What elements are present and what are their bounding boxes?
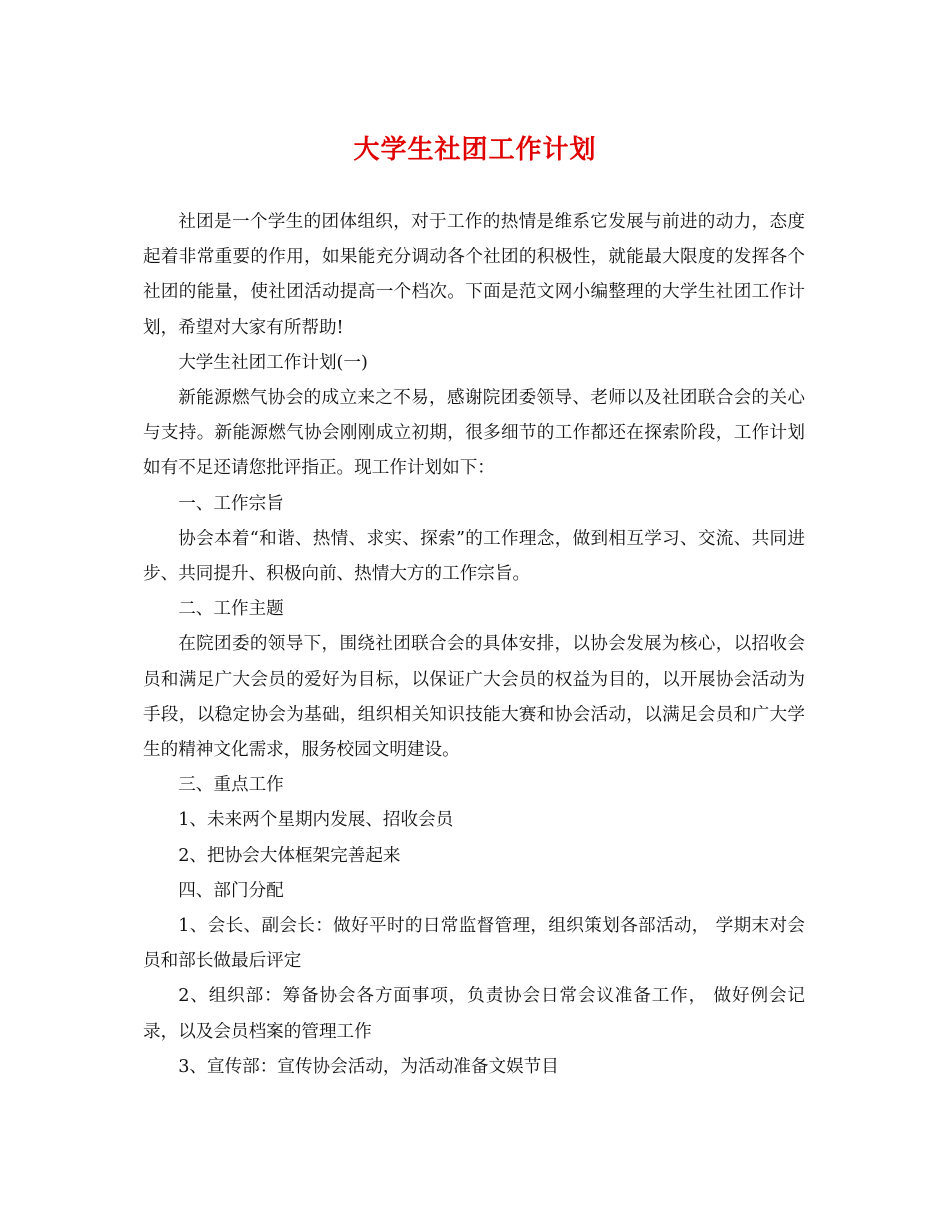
paragraph-purpose: 协会本着“和谐、热情、求实、探索”的工作理念，做到相互学习、交流、共同进步、共同提升、积极向前、热情大方的工作宗旨。 bbox=[143, 528, 805, 585]
list-item-key-work-2: 2、把协会大体框架完善起来 bbox=[178, 845, 401, 866]
list-item-key-work-1: 1、未来两个星期内发展、招收会员 bbox=[178, 810, 454, 831]
list-item-department-president: 1、会长、副会长：做好平时的日常监督管理，组织策划各部活动， 学期末对会员和部长做最后评定 bbox=[143, 916, 805, 972]
heading-purpose: 一、工作宗旨 bbox=[178, 493, 284, 514]
document-body bbox=[143, 205, 805, 1085]
list-item-department-organization: 2、组织部：筹备协会各方面事项，负责协会日常会议准备工作， 做好例会记录，以及会员档案的管理工作 bbox=[143, 986, 805, 1042]
paragraph-founding: 新能源燃气协会的成立来之不易，感谢院团委领导、老师以及社团联合会的关心与支持。新能源燃气协会刚刚成立初期，很多细节的工作都还在探索阶段，工作计划如有不足还请您批评指正。现工作计划如下： bbox=[143, 388, 805, 479]
list-item-department-publicity: 3、宣传部：宣传协会活动，为活动准备文娱节目 bbox=[178, 1056, 559, 1077]
document-title: 大学生社团工作计划 bbox=[353, 135, 597, 165]
heading-key-work: 三、重点工作 bbox=[178, 775, 284, 796]
paragraph-intro: 社团是一个学生的团体组织，对于工作的热情是维系它发展与前进的动力，态度起着非常重要的作用，如果能充分调动各个社团的积极性，就能最大限度的发挥各个社团的能量，使社团活动提高一个档次。下面是范文网小编整理的大学生社团工作计划，希望对大家有所帮助! bbox=[143, 212, 805, 338]
paragraph-subtitle: 大学生社团工作计划(一) bbox=[178, 352, 368, 373]
heading-theme: 二、工作主题 bbox=[178, 599, 284, 620]
paragraph-theme: 在院团委的领导下，围绕社团联合会的具体安排，以协会发展为核心，以招收会员和满足广大会员的爱好为目标，以保证广大会员的权益为目的，以开展协会活动为手段，以稳定协会为基础，组织相关知识技能大赛和协会活动，以满足会员和广大学生的精神文化需求，服务校园文明建设。 bbox=[143, 634, 805, 761]
heading-departments: 四、部门分配 bbox=[178, 880, 284, 901]
